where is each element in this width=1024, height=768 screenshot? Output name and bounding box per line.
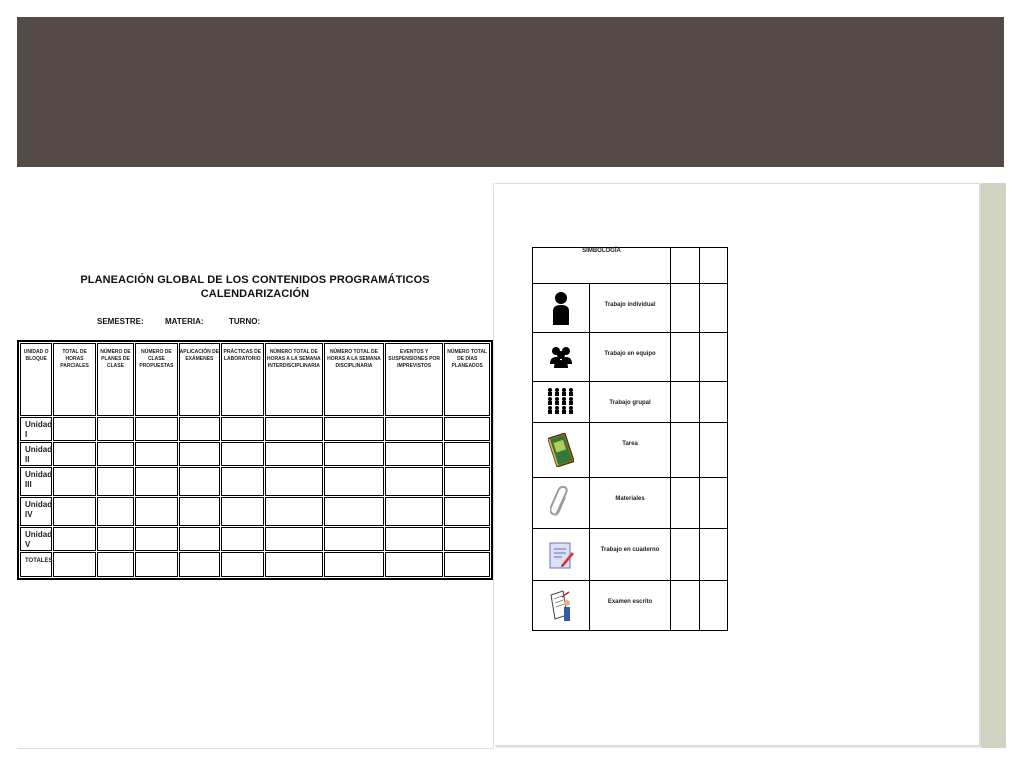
table-cell[interactable] [179, 467, 220, 496]
table-cell[interactable] [265, 552, 324, 577]
table-cell[interactable] [700, 478, 728, 529]
table-cell[interactable] [385, 417, 444, 441]
table-cell[interactable] [221, 552, 263, 577]
row-label: Unidad I [20, 417, 52, 441]
table-row [533, 581, 728, 631]
item-label: Tarea [590, 423, 671, 478]
table-cell[interactable] [179, 442, 220, 466]
title-banner [17, 17, 1004, 167]
col-header: NÚMERO TOTAL DE HORAS A LA SEMANA DISCIPLINARIA [324, 343, 384, 416]
table-cell[interactable] [97, 497, 134, 526]
col-header: NÚMERO DE CLASE PROPUESTAS [135, 343, 177, 416]
table-cell[interactable] [385, 497, 444, 526]
planeacion-document [17, 183, 494, 749]
table-cell[interactable] [444, 417, 490, 441]
row-label: Unidad V [20, 527, 52, 551]
table-cell[interactable] [221, 527, 263, 551]
table-cell[interactable] [324, 417, 384, 441]
table-cell[interactable] [324, 442, 384, 466]
table-cell[interactable] [324, 552, 384, 577]
table-row [533, 333, 728, 382]
table-cell[interactable] [700, 284, 728, 333]
table-cell[interactable] [444, 552, 490, 577]
row-label: Unidad II [20, 442, 52, 466]
table-cell[interactable] [700, 423, 728, 478]
col-header: TOTAL DE HORAS PARCIALES [53, 343, 95, 416]
table-cell[interactable] [179, 552, 220, 577]
table-cell[interactable] [53, 442, 95, 466]
team-icon [549, 346, 573, 368]
item-label: Trabajo grupal [590, 382, 671, 423]
planeacion-header-row [20, 343, 490, 416]
table-cell[interactable] [135, 417, 177, 441]
item-label: Examen escrito [590, 581, 671, 631]
row-label: Unidad III [20, 467, 52, 496]
notebook-icon [548, 540, 574, 570]
table-row [20, 442, 490, 466]
table-row [533, 382, 728, 423]
table-row [20, 467, 490, 496]
table-cell[interactable] [97, 467, 134, 496]
row-label: TOTALES [20, 552, 52, 577]
table-cell[interactable] [221, 497, 263, 526]
table-row [533, 423, 728, 478]
simbologia-table [532, 247, 728, 631]
col-header: NÚMERO TOTAL DE HORAS A LA SEMANA INTERDISCIPLINARIA [265, 343, 324, 416]
table-cell[interactable] [671, 284, 700, 333]
table-cell[interactable] [444, 442, 490, 466]
col-header: UNIDAD O BLOQUE [20, 343, 52, 416]
table-cell[interactable] [265, 442, 324, 466]
side-strip [981, 183, 1006, 748]
col-header: EVENTOS Y SUSPENSIONES POR IMPREVISTOS [385, 343, 444, 416]
table-cell[interactable] [97, 442, 134, 466]
table-cell[interactable] [265, 417, 324, 441]
table-cell[interactable] [700, 333, 728, 382]
table-cell[interactable] [53, 552, 95, 577]
table-cell[interactable] [671, 529, 700, 581]
table-cell[interactable] [671, 581, 700, 631]
table-row [533, 284, 728, 333]
planeacion-title-line2: CALENDARIZACIÓN [200, 288, 310, 300]
table-cell[interactable] [671, 248, 700, 284]
item-label: Materiales [590, 478, 671, 529]
simbologia-document [495, 183, 980, 746]
table-cell[interactable] [671, 478, 700, 529]
table-cell[interactable] [444, 527, 490, 551]
table-cell[interactable] [671, 382, 700, 423]
table-cell[interactable] [671, 423, 700, 478]
table-cell[interactable] [135, 552, 177, 577]
col-header: PRÁCTICAS DE LABORATORIO [221, 343, 263, 416]
table-cell[interactable] [700, 529, 728, 581]
table-cell[interactable] [179, 527, 220, 551]
table-cell[interactable] [265, 527, 324, 551]
table-cell[interactable] [385, 527, 444, 551]
table-cell[interactable] [179, 417, 220, 441]
table-cell[interactable] [135, 497, 177, 526]
table-cell[interactable] [385, 552, 444, 577]
table-cell[interactable] [179, 497, 220, 526]
item-label: Trabajo individual [590, 284, 671, 333]
table-cell[interactable] [53, 417, 95, 441]
simbologia-header-row [533, 248, 728, 284]
item-label: Trabajo en equipo [590, 333, 671, 382]
table-cell[interactable] [97, 417, 134, 441]
table-cell[interactable] [265, 467, 324, 496]
table-row [533, 478, 728, 529]
table-cell[interactable] [444, 467, 490, 496]
turno-label: TURNO: [229, 317, 261, 326]
table-cell[interactable] [385, 442, 444, 466]
table-cell[interactable] [97, 527, 134, 551]
table-cell[interactable] [700, 581, 728, 631]
table-cell[interactable] [97, 552, 134, 577]
table-cell[interactable] [385, 467, 444, 496]
table-cell[interactable] [135, 527, 177, 551]
table-cell[interactable] [324, 497, 384, 526]
simbologia-header: SIMBOLOGÍA [533, 248, 671, 284]
planeacion-title-line1: PLANEACIÓN GLOBAL DE LOS CONTENIDOS PROGRAMÁTICOS [80, 274, 430, 286]
row-label: Unidad IV [20, 497, 52, 526]
table-row [20, 497, 490, 526]
table-row [533, 529, 728, 581]
col-header: NÚMERO TOTAL DE DÍAS PLANEADOS [444, 343, 490, 416]
table-cell[interactable] [700, 248, 728, 284]
planeacion-table [17, 340, 493, 580]
paperclip-icon [550, 485, 572, 521]
table-cell[interactable] [671, 333, 700, 382]
book-icon [548, 433, 574, 467]
table-cell[interactable] [221, 467, 263, 496]
totals-row [20, 552, 490, 577]
table-cell[interactable] [324, 467, 384, 496]
table-cell[interactable] [324, 527, 384, 551]
col-header: APLICACIÓN DE EXÁMENES [179, 343, 220, 416]
group-icon [547, 388, 575, 416]
table-cell[interactable] [444, 497, 490, 526]
exam-icon [549, 589, 573, 623]
table-cell[interactable] [135, 442, 177, 466]
item-label: Trabajo en cuaderno [590, 529, 671, 581]
table-cell[interactable] [53, 497, 95, 526]
table-cell[interactable] [221, 417, 263, 441]
col-header: NÚMERO DE PLANES DE CLASE [97, 343, 134, 416]
table-cell[interactable] [53, 467, 95, 496]
planeacion-title [17, 273, 493, 301]
table-cell[interactable] [53, 527, 95, 551]
table-cell[interactable] [700, 382, 728, 423]
table-row [20, 527, 490, 551]
table-cell[interactable] [265, 497, 324, 526]
table-row [20, 417, 490, 441]
person-icon [551, 291, 571, 325]
table-cell[interactable] [221, 442, 263, 466]
semestre-label: SEMESTRE: [97, 317, 144, 326]
table-cell[interactable] [135, 467, 177, 496]
materia-label: MATERIA: [165, 317, 204, 326]
